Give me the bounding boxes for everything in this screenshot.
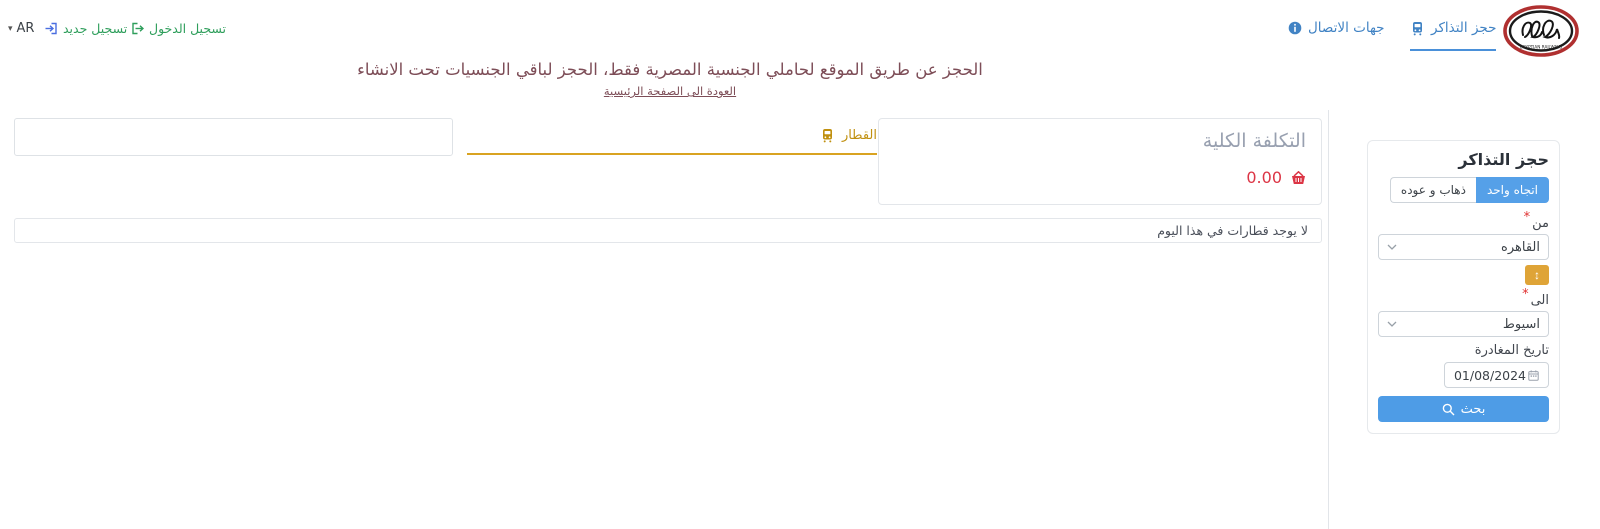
one-way-button[interactable] xyxy=(1476,177,1549,203)
nav-contacts[interactable] xyxy=(1288,20,1385,36)
nav-ticket-booking[interactable] xyxy=(1410,20,1496,51)
empty-results-panel xyxy=(14,118,453,156)
departure-date-value: 01/08/2024 xyxy=(1453,367,1526,383)
to-value: اسيوط xyxy=(1502,316,1540,332)
railways-logo[interactable] xyxy=(1503,5,1579,61)
sign-in-icon xyxy=(131,22,144,35)
railways-logo-icon xyxy=(1503,5,1579,57)
search-button[interactable] xyxy=(1378,396,1549,422)
basket-icon xyxy=(1291,171,1306,185)
nationality-notice: الحجز عن طريق الموقع لحاملي الجنسية المصرية فقط، الحجز لباقي الجنسيات تحت الانشاء xyxy=(357,60,983,79)
chevron-down-icon xyxy=(1387,244,1397,250)
info-icon xyxy=(1288,21,1302,35)
total-cost-value: 0.00 xyxy=(1246,168,1282,187)
logo-caption: EGYPTIAN RAILWAYS xyxy=(1519,44,1563,50)
sign-up-icon xyxy=(45,22,58,35)
swap-stations-button[interactable] xyxy=(1525,265,1549,285)
login-link[interactable] xyxy=(131,21,226,36)
departure-date-input[interactable] xyxy=(1444,362,1549,388)
login-label: تسجيل الدخول xyxy=(149,21,227,36)
search-icon xyxy=(1442,403,1455,416)
from-label: من* xyxy=(1523,210,1549,231)
booking-form-card xyxy=(1367,140,1560,434)
back-home-label: العودة الى الصفحة الرئيسية xyxy=(603,84,737,98)
departure-date-label: تاريخ المغادرة xyxy=(1474,343,1549,358)
round-trip-label: ذهاب و عوده xyxy=(1400,183,1466,197)
calendar-icon xyxy=(1528,370,1539,381)
from-select[interactable] xyxy=(1378,234,1549,260)
to-select[interactable] xyxy=(1378,311,1549,337)
trip-type-toggle xyxy=(1385,177,1549,203)
round-trip-button[interactable] xyxy=(1390,177,1476,203)
back-home-link[interactable] xyxy=(0,84,1340,98)
to-label: الى* xyxy=(1522,287,1549,308)
from-value: القاهره xyxy=(1501,239,1540,255)
tab-train[interactable] xyxy=(467,118,877,155)
required-asterisk: * xyxy=(1522,287,1529,302)
caret-down-icon: ▾ xyxy=(8,23,13,34)
register-link[interactable] xyxy=(45,21,127,36)
train-icon xyxy=(1410,21,1425,36)
required-asterisk: * xyxy=(1523,210,1531,225)
content-divider xyxy=(1328,110,1329,529)
chevron-down-icon xyxy=(1387,321,1397,327)
total-cost-title: التكلفة الكلية xyxy=(1202,130,1306,152)
register-label: تسجيل جديد xyxy=(63,21,128,36)
search-button-label: بحث xyxy=(1460,401,1486,417)
no-trains-text: لا يوجد قطارات في هذا اليوم xyxy=(1157,223,1308,238)
total-cost-panel xyxy=(878,118,1322,205)
tab-train-label: القطار xyxy=(841,128,877,143)
one-way-label: اتجاه واحد xyxy=(1486,183,1538,197)
booking-form-title: حجز التذاكر xyxy=(1458,150,1549,169)
nav-contacts-label: جهات الاتصال xyxy=(1308,20,1385,36)
language-code: AR xyxy=(16,21,35,36)
language-selector[interactable] xyxy=(8,21,34,36)
nav-booking-label: حجز التذاكر xyxy=(1431,20,1497,36)
swap-vertical-icon: ↕ xyxy=(1534,268,1540,282)
train-tab-icon xyxy=(820,128,835,143)
no-trains-message xyxy=(14,218,1322,243)
